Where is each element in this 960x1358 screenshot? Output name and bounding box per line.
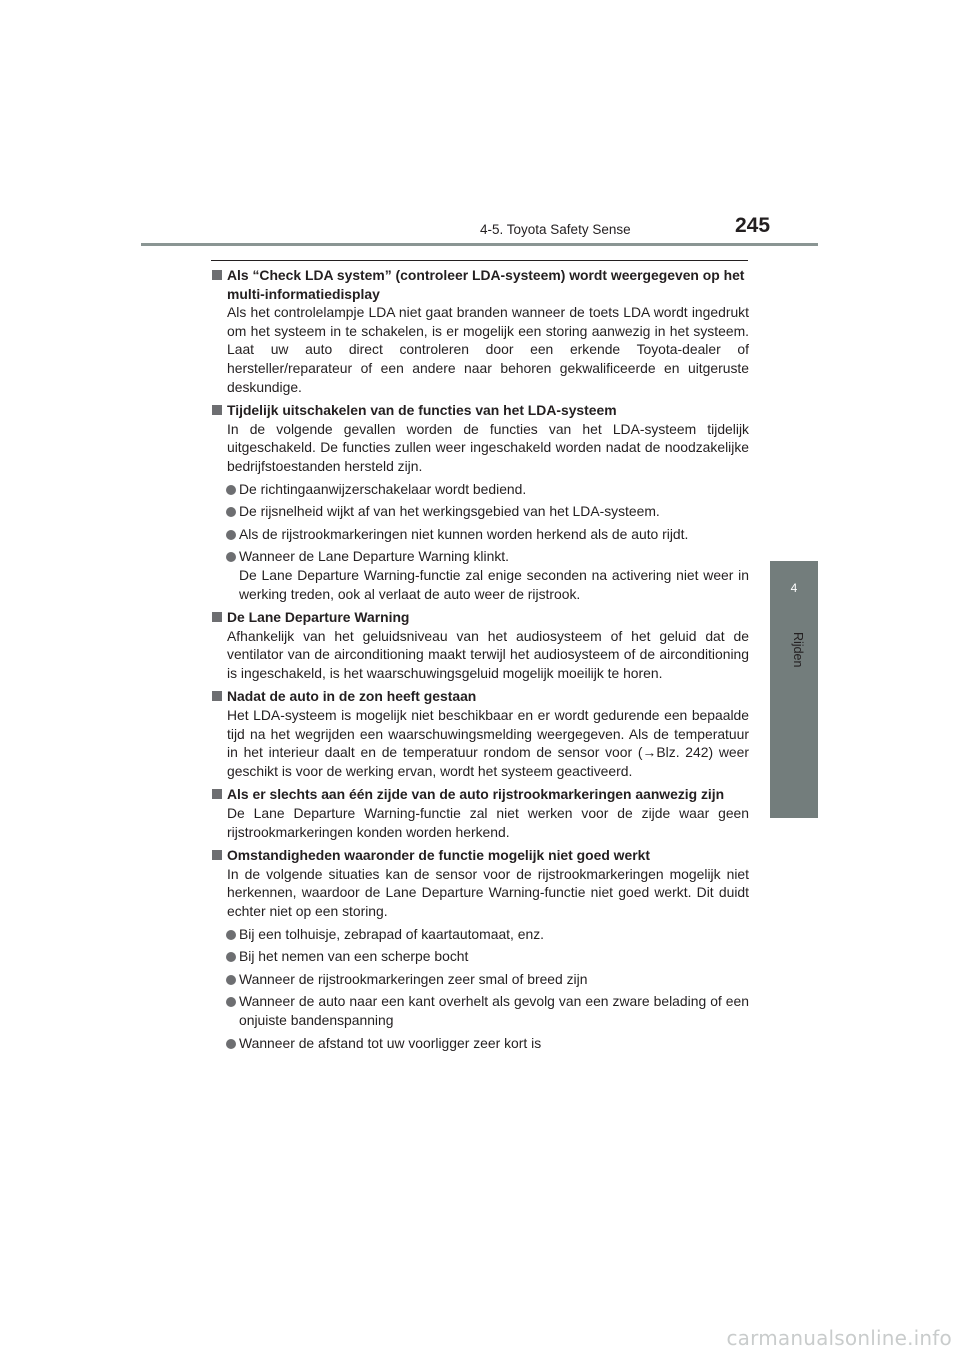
list-item [211,925,749,944]
chapter-label: Rijden [791,632,805,668]
section-heading [211,687,749,706]
list-item-text: Wanneer de afstand tot uw voorligger zeer kort is [239,1034,542,1051]
round-bullet-icon [226,552,236,562]
section-heading-text: Als er slechts aan één zijde van de auto rijstrookmarkeringen aanwezig zijn [227,786,725,803]
list-item [211,547,749,603]
list-item [211,947,749,966]
section-paragraph: Als het controlelampje LDA niet gaat branden wanneer de toets LDA wordt ingedrukt om het systeem in te schakelen, is er mogelijk een storing aanwezig in het systeem. Laat uw auto direct controleren door een erkende Toyota-dealer of hersteller/reparateur of een andere naar behoren gekwalificeerde en uitgeruste deskundige. [227,304,749,395]
square-bullet-icon [212,789,222,799]
list-item-text: De rijsnelheid wijkt af van het werkingsgebied van het LDA-systeem. [239,503,660,520]
section-heading-text: Nadat de auto in de zon heeft gestaan [227,688,477,705]
content-body [211,266,749,1057]
section-paragraph: In de volgende situaties kan de sensor voor de rijstrookmarkeringen mogelijk niet herkennen, waardoor de Lane Departure Warning-functie niet goed werkt. Dit duidt echter niet op een storing. [227,865,749,919]
round-bullet-icon [226,485,236,495]
section-heading-text: Tijdelijk uitschakelen van de functies van het LDA-systeem [227,402,617,419]
list-item-text: Als de rijstrookmarkeringen niet kunnen worden herkend als de auto rijdt. [239,525,689,542]
section-paragraph: Afhankelijk van het geluidsniveau van het audiosysteem of het geluid dat de ventilator van de airconditioning maakt terwijl het audiosysteem of de airconditioning is ingeschakeld, is het waarschuwingsgeluid mogelijk moeilijk te horen. [227,627,749,681]
chapter-tab [770,561,818,818]
round-bullet-icon [226,997,236,1007]
round-bullet-icon [226,507,236,517]
note-section [211,785,749,841]
section-heading-text: Omstandigheden waaronder de functie mogelijk niet goed werkt [227,847,650,864]
note-section [211,401,749,603]
list-item-text: Bij een tolhuisje, zebrapad of kaartautomaat, enz. [239,925,545,942]
round-bullet-icon [226,1039,236,1049]
chapter-number: 4 [790,581,798,595]
square-bullet-icon [212,405,222,415]
section-paragraph: Het LDA-systeem is mogelijk niet beschikbaar en er wordt gedurende een bepaalde tijd na het wegrijden een waarschuwingsmelding weergegeven. Als de temperatuur in het interieur daalt en de temperatuur rondom de sensor voor (→Blz. 242) weer geschikt is voor de werking ervan, wordt het systeem geactiveerd. [227,707,749,779]
section-heading [211,266,749,303]
list-item-text: De richtingaanwijzerschakelaar wordt bediend. [239,480,527,497]
note-section [211,608,749,682]
bullet-list [211,480,749,604]
list-item [211,1034,749,1053]
section-heading [211,608,749,627]
header-divider [141,243,818,246]
section-heading [211,846,749,865]
section-heading-text: Als “Check LDA system” (controleer LDA-systeem) wordt weergegeven op het multi-informatiedisplay [227,267,745,302]
list-item-detail: De Lane Departure Warning-functie zal enige seconden na activering niet weer in werking treden, ook al verlaat de auto weer de rijstrook. [239,566,749,602]
round-bullet-icon [226,530,236,540]
page-header [0,0,960,250]
note-section [211,266,749,396]
section-paragraph: In de volgende gevallen worden de functies van het LDA-systeem tijdelijk uitgeschakeld. De functies zullen weer ingeschakeld worden nadat de noodzakelijke bedrijfstoestanden hersteld zijn. [227,420,749,474]
page-number: 245 [735,214,771,237]
list-item-text: Wanneer de auto naar een kant overhelt als gevolg van een zware belading of een onjuiste bandenspanning [239,993,749,1028]
bullet-list [211,925,749,1053]
section-heading [211,401,749,420]
list-item-text: Wanneer de Lane Departure Warning klinkt. [239,548,509,565]
list-item [211,525,749,544]
section-heading-text: De Lane Departure Warning [227,609,410,626]
note-section [211,846,749,1052]
square-bullet-icon [212,850,222,860]
round-bullet-icon [226,952,236,962]
section-title: 4-5. Toyota Safety Sense [480,222,631,237]
round-bullet-icon [226,930,236,940]
list-item [211,970,749,989]
list-item [211,502,749,521]
square-bullet-icon [212,270,222,280]
list-item-text: Bij het nemen van een scherpe bocht [239,948,469,965]
square-bullet-icon [212,691,222,701]
section-paragraph: De Lane Departure Warning-functie zal niet werken voor de zijde waar geen rijstrookmarkeringen konden worden herkend. [227,805,749,840]
list-item [211,992,749,1029]
list-item [211,480,749,499]
round-bullet-icon [226,975,236,985]
watermark: carmanualsonline.info [726,1326,952,1350]
content-top-rule [211,260,748,261]
section-heading [211,785,749,804]
square-bullet-icon [212,612,222,622]
list-item-text: Wanneer de rijstrookmarkeringen zeer smal of breed zijn [239,970,588,987]
note-section [211,687,749,780]
